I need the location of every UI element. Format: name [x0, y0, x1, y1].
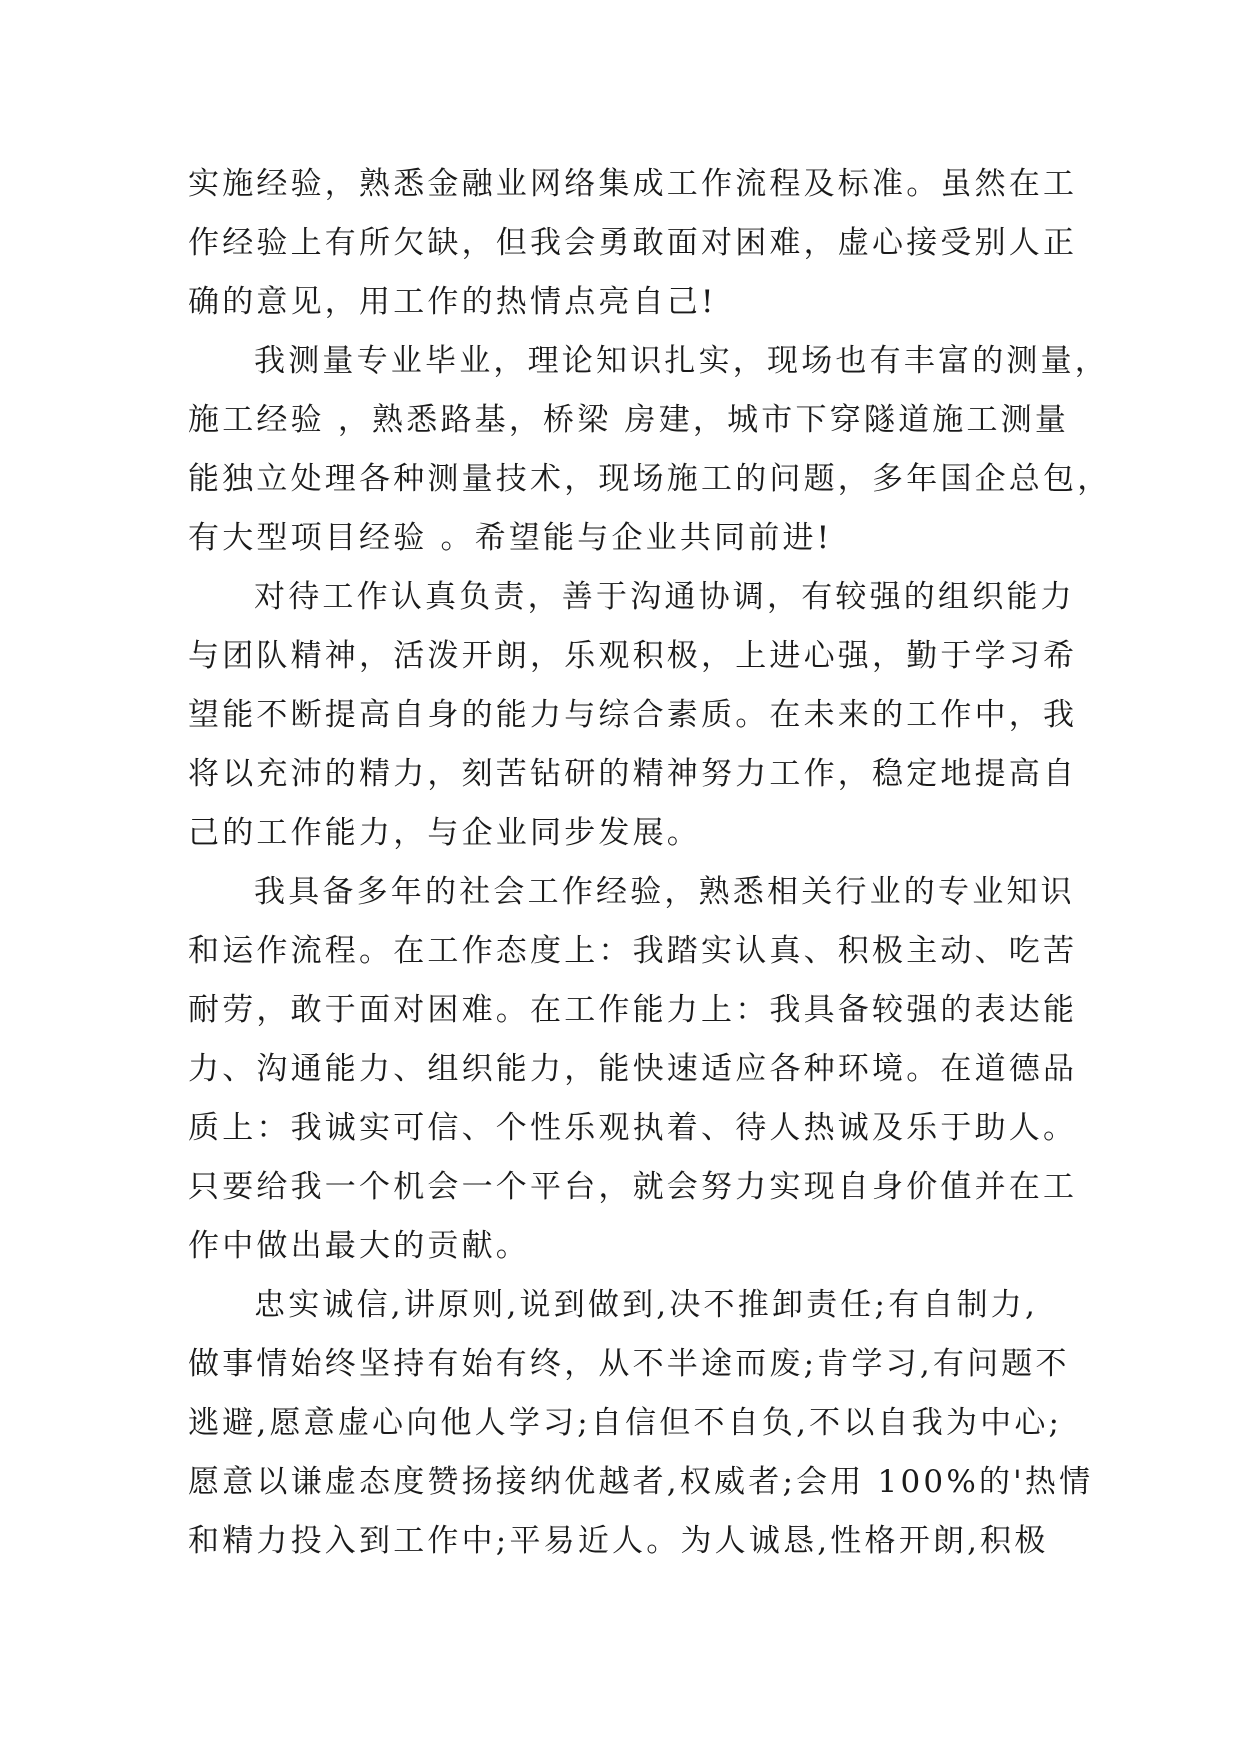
text-line: 逃避,愿意虚心向他人学习;自信但不自负,不以自我为中心; — [188, 1405, 1063, 1441]
text-line: 有大型项目经验 。希望能与企业共同前进! — [188, 520, 833, 556]
text-line: 我测量专业毕业，理论知识扎实，现场也有丰富的测量， — [254, 343, 1109, 379]
text-line: 和精力投入到工作中;平易近人。为人诚恳,性格开朗,积极 — [188, 1523, 1049, 1559]
text-line: 施工经验 ，熟悉路基，桥梁 房建，城市下穿隧道施工测量 — [188, 402, 1070, 438]
text-line: 质上：我诚实可信、个性乐观执着、待人热诚及乐于助人。 — [188, 1110, 1078, 1146]
text-line: 己的工作能力，与企业同步发展。 — [188, 815, 701, 851]
text-line: 我具备多年的社会工作经验，熟悉相关行业的专业知识 — [254, 874, 1075, 910]
text-line: 望能不断提高自身的能力与综合素质。在未来的工作中，我 — [188, 697, 1078, 733]
text-line: 与团队精神，活泼开朗，乐观积极，上进心强，勤于学习希 — [188, 638, 1078, 674]
text-line: 作中做出最大的贡献。 — [188, 1228, 530, 1264]
text-line: 对待工作认真负责，善于沟通协调，有较强的组织能力 — [254, 579, 1075, 615]
text-line: 和运作流程。在工作态度上：我踏实认真、积极主动、吃苦 — [188, 933, 1078, 969]
text-line: 做事情始终坚持有始有终，从不半途而废;肯学习,有问题不 — [188, 1346, 1070, 1382]
text-line: 能独立处理各种测量技术，现场施工的问题，多年国企总包， — [188, 461, 1112, 497]
text-line: 忠实诚信,讲原则,说到做到,决不推卸责任;有自制力, — [254, 1287, 1039, 1323]
document-body — [188, 155, 1112, 1571]
text-line: 只要给我一个机会一个平台，就会努力实现自身价值并在工 — [188, 1169, 1078, 1205]
text-line: 耐劳，敢于面对困难。在工作能力上：我具备较强的表达能 — [188, 992, 1078, 1028]
text-line: 将以充沛的精力，刻苦钻研的精神努力工作，稳定地提高自 — [188, 756, 1078, 792]
text-line: 愿意以谦虚态度赞扬接纳优越者,权威者;会用 100%的'热情 — [188, 1464, 1094, 1500]
text-line: 实施经验，熟悉金融业网络集成工作流程及标准。虽然在工 — [188, 166, 1078, 202]
text-line: 力、沟通能力、组织能力，能快速适应各种环境。在道德品 — [188, 1051, 1078, 1087]
text-line: 确的意见，用工作的热情点亮自己! — [188, 284, 717, 320]
text-line: 作经验上有所欠缺，但我会勇敢面对困难，虚心接受别人正 — [188, 225, 1078, 261]
